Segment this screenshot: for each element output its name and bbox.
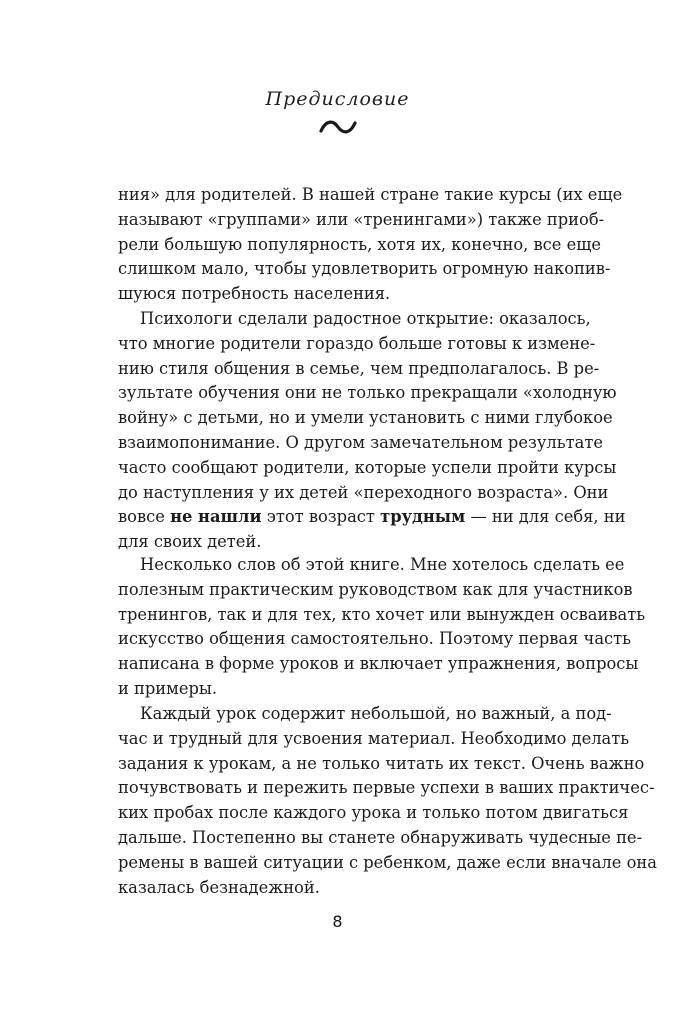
text-line: Несколько слов об этой книге. Мне хотелось сделать ее [140, 555, 625, 574]
text-line: почувствовать и пережить первые успехи в ваших практичес- [118, 778, 655, 798]
text-line: слишком мало, чтобы удовлетворить огромную накопив- [118, 259, 611, 279]
text-line: искусство общения самостоятельно. Поэтому первая часть [118, 629, 632, 649]
text-line: взаимопонимание. О другом замечательном результате [118, 432, 603, 452]
text-line: тренингов, так и для тех, кто хочет или вынужден осваивать [118, 604, 646, 624]
text-fragment: этот возраст [261, 507, 381, 527]
text-line: часто сообщают родители, которые успели пройти курсы [118, 457, 617, 477]
text-fragment: вовсе [118, 507, 171, 527]
text-line: для своих детей. [118, 532, 262, 552]
text-line-with-emphasis [118, 505, 626, 530]
text-line: написана в форме уроков и включает упражнения, вопросы [118, 654, 639, 674]
paragraph-about-book [118, 553, 646, 702]
running-header [0, 88, 675, 110]
text-line: полезным практическим руководством как для участников [118, 579, 633, 599]
emphasis-not-found: не нашли [170, 507, 262, 527]
text-line: войну» с детьми, но и умели установить с ними глубокое [118, 408, 613, 428]
text-line: ремены в вашей ситуации с ребенком, даже если вначале она [118, 852, 657, 872]
paragraph-psychologists [118, 307, 626, 555]
paragraph-continuation [118, 183, 623, 307]
emphasis-difficult: трудным [380, 507, 466, 527]
text-line: ния» для родителей. В нашей стране такие курсы (их еще [118, 185, 623, 204]
text-line: Каждый урок содержит небольшой, но важный, а под- [140, 704, 612, 723]
text-line: задания к урокам, а не только читать их текст. Очень важно [118, 753, 645, 773]
text-line: зультате обучения они не только прекращали «холодную [118, 383, 617, 403]
text-line: и примеры. [118, 678, 218, 698]
text-line: казалась безнадежной. [118, 877, 320, 897]
paragraph-each-lesson [118, 702, 657, 900]
chapter-title: Предисловие [265, 88, 410, 110]
text-line: ких пробах после каждого урока и только потом двигаться [118, 803, 629, 823]
text-line: до наступления у их детей «переходного возраста». Они [118, 482, 609, 502]
text-line: шуюся потребность населения. [118, 284, 391, 304]
text-fragment: — ни для себя, ни [465, 507, 626, 527]
text-line: дальше. Постепенно вы станете обнаруживать чудесные пе- [118, 827, 643, 847]
text-line: нию стиля общения в семье, чем предполагалось. В ре- [118, 358, 600, 378]
text-line: рели большую популярность, хотя их, конечно, все еще [118, 234, 601, 254]
tilde-ornament-icon [318, 116, 358, 138]
text-line: Психологи сделали радостное открытие: оказалось, [140, 309, 591, 328]
text-line: час и трудный для усвоения материал. Необходимо делать [118, 728, 630, 748]
text-line: что многие родители гораздо больше готовы к измене- [118, 333, 596, 353]
page-number: 8 [332, 912, 343, 931]
text-line: называют «группами» или «тренингами») также приоб- [118, 209, 605, 229]
